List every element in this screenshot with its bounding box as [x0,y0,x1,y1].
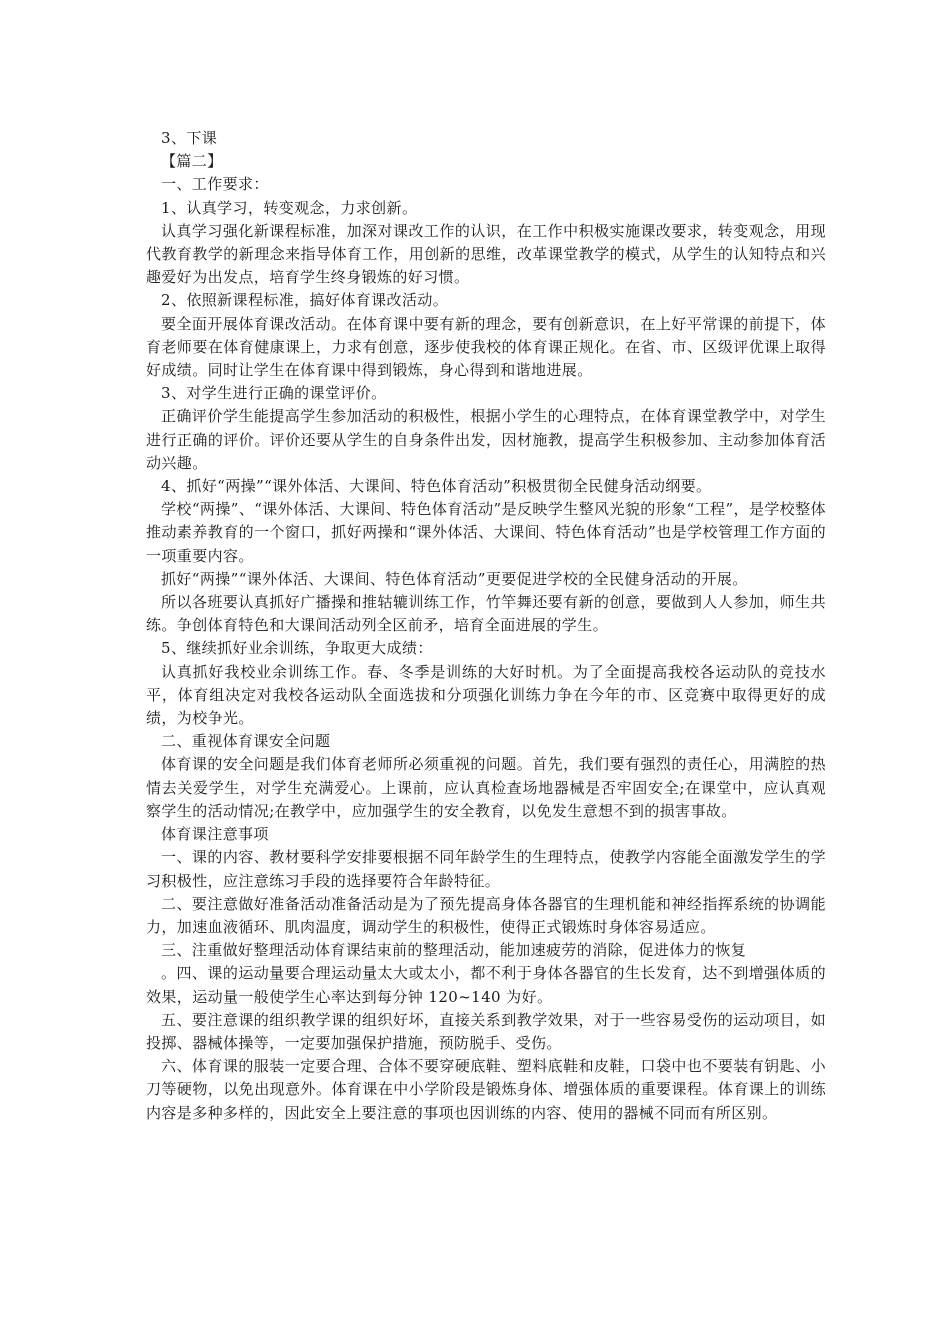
document-body [146,127,826,1125]
body-paragraph: 。四、课的运动量要合理运动量太大或太小，都不利于身体各器官的生长发育，达不到增强体质的效果，运动量一般使学生心率达到每分钟 120~140 为好。 [146,964,826,1006]
section-heading: 一、工作要求： [161,175,269,194]
body-paragraph: 二、要注意做好准备活动准备活动是为了预先提高身体各器官的生理机能和神经指挥系统的协调能力，加速血液循环、肌肉温度，调动学生的积极性，使得正式锻炼时身体容易适应。 [146,894,826,936]
chapter-title: 【篇二】 [161,152,223,171]
body-paragraph: 三、注重做好整理活动体育课结束前的整理活动，能加速疲劳的消除，促进体力的恢复 [161,941,747,960]
body-paragraph: 认真学习强化新课程标准，加深对课改工作的认识，在工作中积极实施课改要求，转变观念，用现代教育教学的新理念来指导体育工作，用创新的思维，改革课堂教学的模式，从学生的认知特点和兴趣爱好为出发点，培育学生终身锻炼的好习惯。 [146,221,826,287]
subsection-heading: 5、继续抓好业余训练，争取更大成绩： [161,639,433,658]
body-paragraph: 正确评价学生能提高学生参加活动的积极性，根据小学生的心理特点，在体育课堂教学中，对学生进行正确的评价。评价还要从学生的自身条件出发，因材施教，提高学生积极参加、主动参加体育活动兴趣。 [146,407,826,472]
section-heading: 二、重视体育课安全问题 [161,732,331,751]
body-paragraph: 抓好“两操”“课外体活、大课间、特色体育活动”更要促进学校的全民健身活动的开展。 [161,569,748,588]
body-paragraph: 六、体育课的服装一定要合理、合体不要穿硬底鞋、塑料底鞋和皮鞋，口袋中也不要装有钥匙、小刀等硬物，以免出现意外。体育课在中小学阶段是锻炼身体、增强体质的重要课程。体育课上的训练内容是多种多样的，因此安全上要注意的事项也因训练的内容、使用的器械不同而有所区别。 [146,1057,826,1122]
subsection-heading: 4、抓好“两操”“课外体活、大课间、特色体育活动”积极贯彻全民健身活动纲要。 [161,477,712,496]
subsection-heading: 3、对学生进行正确的课堂评价。 [161,384,387,403]
body-paragraph: 一、课的内容、教材要科学安排要根据不同年龄学生的生理特点，使教学内容能全面激发学生的学习积极性，应注意练习手段的选择要符合年龄特征。 [146,848,826,890]
body-paragraph: 体育课的安全问题是我们体育老师所必须重视的问题。首先，我们要有强烈的责任心，用满腔的热情去关爱学生，对学生充满爱心。上课前，应认真检查场地器械是否牢固安全;在课堂中，应认真观察学生的活动情况;在教学中，应加强学生的安全教育，以免发生意想不到的损害事故。 [146,755,826,820]
section-heading: 体育课注意事项 [161,825,269,844]
body-paragraph: 要全面开展体育课改活动。在体育课中要有新的理念，要有创新意识，在上好平常课的前提下，体育老师要在体育健康课上，力求有创意，逐步使我校的体育课正规化。在省、市、区级评优课上取得好成绩。同时让学生在体育课中得到锻炼，身心得到和谐地进展。 [146,314,826,380]
body-paragraph: 学校“两操”、“课外体活、大课间、特色体育活动”是反映学生整风光貌的形象“工程”，是学校整体推动素养教育的一个窗口，抓好两操和“课外体活、大课间、特色体育活动”也是学校管理工作方面的一项重要内容。 [146,500,826,565]
section-heading: 3、下课 [161,129,218,147]
body-paragraph: 五、要注意课的组织教学课的组织好坏，直接关系到教学效果，对于一些容易受伤的运动项目，如投掷、器械体操等，一定要加强保护措施，预防脱手、受伤。 [146,1010,826,1052]
subsection-heading: 1、认真学习，转变观念，力求创新。 [161,198,418,217]
body-paragraph: 认真抓好我校业余训练工作。春、冬季是训练的大好时机。为了全面提高我校各运动队的竞技水平，体育组决定对我校各运动队全面选拔和分项强化训练力争在今年的市、区竞赛中取得更好的成绩，为校争光。 [146,662,826,728]
body-paragraph: 所以各班要认真抓好广播操和推轱辘训练工作，竹竿舞还要有新的创意，要做到人人参加，师生共练。争创体育特色和大课间活动列全区前矛，培育全面进展的学生。 [146,593,826,635]
subsection-heading: 2、依照新课程标准，搞好体育课改活动。 [161,291,449,310]
